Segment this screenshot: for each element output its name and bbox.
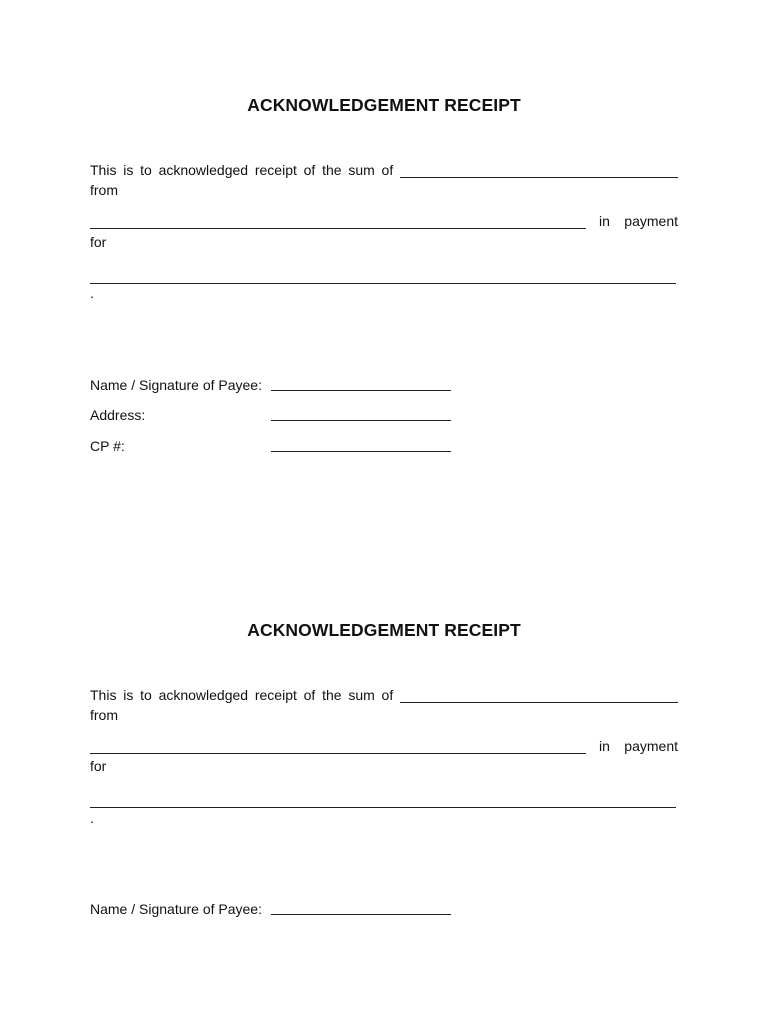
sentence-word: This xyxy=(90,687,117,703)
in-payment-text xyxy=(586,738,678,754)
payee-name-label: Name / Signature of Payee: xyxy=(90,377,262,393)
payment-label: payment xyxy=(624,213,678,229)
cp-number-label: CP #: xyxy=(90,438,125,454)
sentence-word: sum xyxy=(348,162,375,178)
sum-blank-line[interactable] xyxy=(400,688,678,703)
sentence-word: of xyxy=(381,162,394,178)
sentence-word: to xyxy=(140,162,152,178)
payer-blank-line[interactable] xyxy=(90,214,586,229)
address-line[interactable] xyxy=(271,420,451,421)
sentence-word: This xyxy=(90,162,117,178)
sum-sentence xyxy=(90,158,678,178)
sentence-word: of xyxy=(303,162,316,178)
payer-row xyxy=(90,734,678,754)
sentence-word: sum xyxy=(348,687,375,703)
address-label: Address: xyxy=(90,407,146,423)
payment-label: payment xyxy=(624,738,678,754)
sum-sentence xyxy=(90,683,678,703)
in-payment-text xyxy=(586,213,678,229)
cp-number-line[interactable] xyxy=(271,451,451,452)
sentence-word: the xyxy=(322,687,342,703)
sum-blank-line[interactable] xyxy=(400,163,678,178)
period-mark: . xyxy=(90,285,94,301)
from-label: from xyxy=(90,182,118,198)
from-label: from xyxy=(90,707,118,723)
receipt-title: ACKNOWLEDGEMENT RECEIPT xyxy=(247,95,521,115)
payee-name-line[interactable] xyxy=(271,390,451,391)
purpose-row xyxy=(90,264,678,284)
in-label: in xyxy=(599,738,610,754)
payee-name-line[interactable] xyxy=(271,914,451,915)
sentence-word: acknowledged xyxy=(158,162,249,178)
in-label: in xyxy=(599,213,610,229)
payee-name-label: Name / Signature of Payee: xyxy=(90,901,262,917)
payer-row xyxy=(90,209,678,229)
period-mark: . xyxy=(90,810,94,826)
sentence-word: of xyxy=(381,687,394,703)
for-label: for xyxy=(90,758,107,774)
sentence-word: is xyxy=(123,162,134,178)
purpose-blank-line[interactable] xyxy=(90,793,676,808)
sentence-word: receipt xyxy=(254,162,297,178)
purpose-row xyxy=(90,788,678,808)
sentence-word: receipt xyxy=(254,687,297,703)
for-label: for xyxy=(90,234,107,250)
sentence-word: to xyxy=(140,687,152,703)
receipt-title: ACKNOWLEDGEMENT RECEIPT xyxy=(247,620,521,640)
purpose-blank-line[interactable] xyxy=(90,269,676,284)
payer-blank-line[interactable] xyxy=(90,739,586,754)
sentence-word: the xyxy=(322,162,342,178)
sentence-word: acknowledged xyxy=(158,687,249,703)
sentence-word: is xyxy=(123,687,134,703)
sentence-word: of xyxy=(303,687,316,703)
